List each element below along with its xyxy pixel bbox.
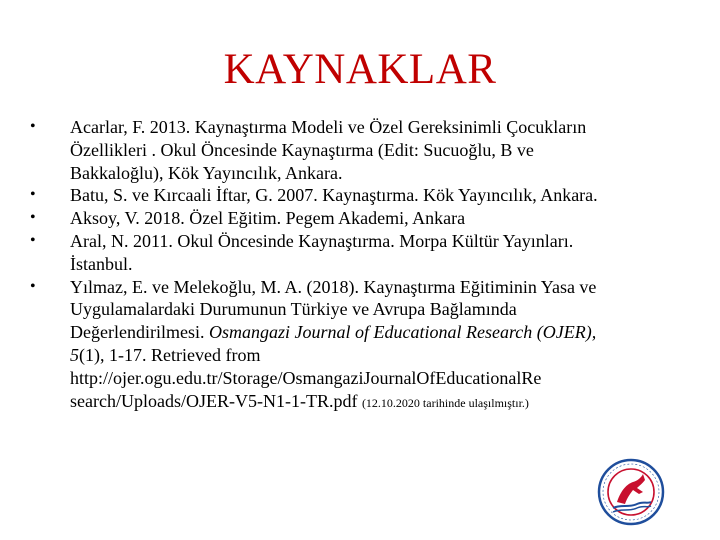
reference-text: Acarlar, F. 2013. Kaynaştırma Modeli ve Özel Gereksinimli Çocukların Özellikleri . Okul Öncesinde Kaynaştırma (Edit: Sucuoğlu, B ve Bakkaloğlu), Kök Yayıncılık, Ankara. [70, 117, 587, 183]
reference-text: Aksoy, V. 2018. Özel Eğitim. Pegem Akademi, Ankara [70, 208, 466, 229]
reference-text: Batu, S. ve Kırcaali İftar, G. 2007. Kaynaştırma. Kök Yayıncılık, Ankara. [70, 185, 598, 206]
reference-list [30, 116, 630, 414]
access-date-note: (12.10.2020 tarihinde ulaşılmıştır.) [361, 395, 529, 410]
bullet-icon: • [30, 209, 36, 227]
bullet-icon: • [30, 118, 36, 135]
journal-issue-and-url: (1), 1-17. Retrieved from http://ojer.ogu.edu.tr/Storage/OsmangaziJournalOfEducationalRe search/Uploads/OJER-V5-N1-1-TR.pdf [70, 344, 542, 411]
bullet-icon: • [30, 231, 36, 249]
reference-item [30, 207, 630, 230]
reference-item [30, 230, 630, 276]
bullet-icon: • [30, 186, 36, 204]
reference-text: Yılmaz, E. ve Melekoğlu, M. A. (2018). Kaynaştırma Eğitiminin Yasa ve Uygulamalardaki Durumunun Türkiye ve Avrupa Bağlamında Değerlendirilmesi. [70, 276, 597, 343]
university-seal-icon [597, 458, 665, 526]
reference-item [30, 276, 630, 415]
reference-text: Aral, N. 2011. Okul Öncesinde Kaynaştırma. Morpa Kültür Yayınları. İstanbul. [70, 230, 574, 274]
reference-item [30, 184, 630, 207]
slide-title: KAYNAKLAR [223, 46, 497, 93]
journal-name: Osmangazi Journal of Educational Research (OJER), 5 [70, 322, 597, 365]
bullet-icon: • [30, 277, 36, 295]
reference-item [30, 116, 630, 184]
